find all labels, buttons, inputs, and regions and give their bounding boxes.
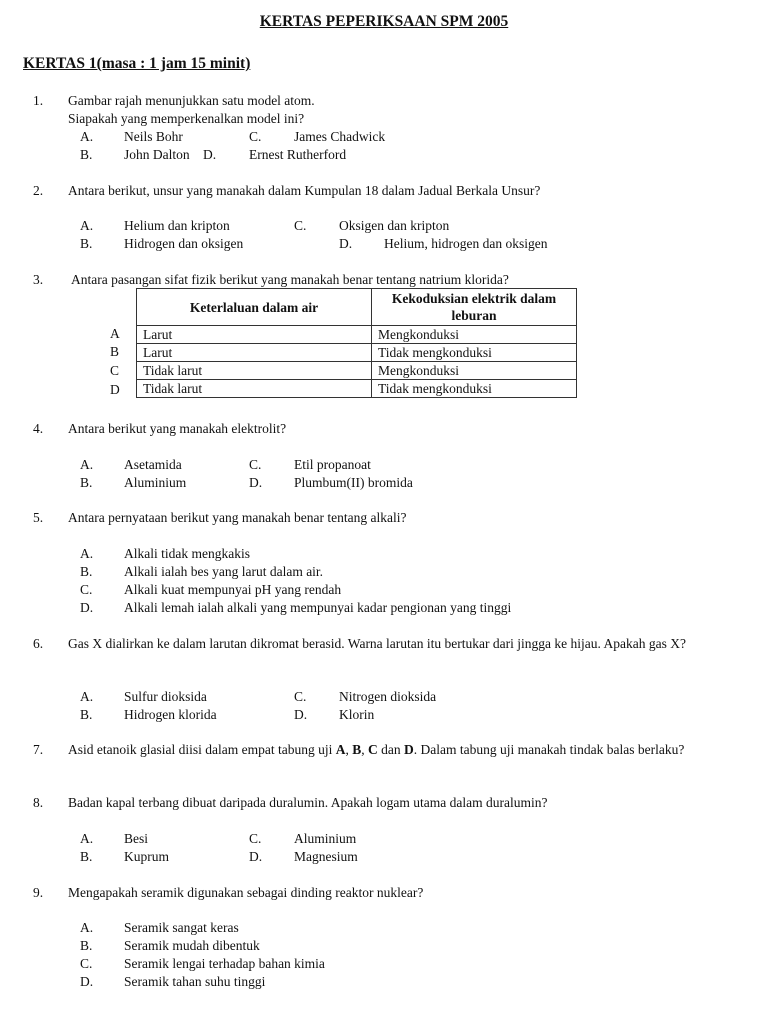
question-text: [68, 741, 718, 759]
row-label: C: [110, 363, 120, 378]
option-letter: A.: [80, 546, 94, 561]
option-letter: C.: [80, 956, 93, 971]
question-number: 6.: [33, 636, 44, 651]
option-text: Asetamida: [124, 457, 182, 472]
option-text: Alkali ialah bes yang larut dalam air.: [124, 564, 324, 579]
table-cell: Larut: [137, 326, 372, 344]
option-text: Alkali kuat mempunyai pH yang rendah: [124, 582, 342, 597]
option-text: John Dalton: [124, 147, 190, 162]
table-cell: Larut: [137, 344, 372, 362]
question-text-part: . Dalam tabung uji manakah tindak balas berlaku?: [413, 742, 685, 757]
option-letter: B.: [80, 707, 93, 722]
table-row: [137, 344, 577, 362]
question-number: 1.: [33, 93, 44, 108]
table-cell: Tidak mengkonduksi: [372, 380, 577, 398]
option-text: Neils Bohr: [124, 129, 183, 144]
table-cell: Tidak larut: [137, 380, 372, 398]
question-text-part: ,: [345, 742, 353, 757]
table-header: Kekoduksian elektrik dalam leburan: [372, 289, 577, 326]
option-text: Nitrogen dioksida: [339, 689, 437, 704]
question-number: 2.: [33, 183, 44, 198]
option-text: Helium dan kripton: [124, 218, 230, 233]
option-text: Kuprum: [124, 849, 169, 864]
test-tube-label: D: [403, 742, 414, 757]
option-letter: C.: [294, 218, 307, 233]
question-number: 9.: [33, 885, 44, 900]
page-title: KERTAS PEPERIKSAAN SPM 2005: [259, 13, 509, 30]
option-text: Etil propanoat: [294, 457, 371, 472]
option-letter: A.: [80, 831, 94, 846]
row-label: D: [110, 382, 120, 397]
option-letter: D.: [294, 707, 308, 722]
option-letter: D.: [80, 974, 94, 989]
option-text: Klorin: [339, 707, 375, 722]
option-letter: D.: [249, 849, 263, 864]
question-text: Gas X dialirkan ke dalam larutan dikromat berasid. Warna larutan itu bertukar dari jingga ke hijau. Apakah gas X?: [68, 636, 686, 651]
table-cell: Mengkonduksi: [372, 326, 577, 344]
option-text: Hidrogen klorida: [124, 707, 217, 722]
option-letter: B.: [80, 236, 93, 251]
question-text: Badan kapal terbang dibuat daripada duralumin. Apakah logam utama dalam duralumin?: [68, 795, 548, 810]
question-text-part: ,: [361, 742, 368, 757]
option-text: James Chadwick: [294, 129, 386, 144]
option-letter: A.: [80, 920, 94, 935]
option-text: Seramik mudah dibentuk: [124, 938, 260, 953]
table-row: [137, 380, 577, 398]
question-text-line-2: Siapakah yang memperkenalkan model ini?: [68, 111, 305, 126]
question-number: 7.: [33, 742, 44, 757]
option-letter: C.: [80, 582, 93, 597]
paper-subtitle: KERTAS 1(masa : 1 jam 15 minit): [23, 55, 251, 72]
question-text-part: dan: [377, 742, 404, 757]
option-text: Alkali lemah ialah alkali yang mempunyai kadar pengionan yang tinggi: [124, 600, 512, 615]
test-tube-label: C: [367, 742, 378, 757]
option-letter: B.: [80, 938, 93, 953]
row-label: B: [110, 344, 120, 359]
question-number: 5.: [33, 510, 44, 525]
option-text: Plumbum(II) bromida: [294, 475, 413, 490]
question-text: Antara berikut yang manakah elektrolit?: [68, 421, 287, 436]
option-letter: D.: [339, 236, 353, 251]
question-number: 3.: [33, 272, 44, 287]
test-tube-label: B: [352, 742, 362, 757]
option-text: Aluminium: [124, 475, 187, 490]
option-text: Seramik tahan suhu tinggi: [124, 974, 266, 989]
option-text: Seramik lengai terhadap bahan kimia: [124, 956, 325, 971]
option-letter: B.: [80, 147, 93, 162]
table-cell: Mengkonduksi: [372, 362, 577, 380]
option-letter: B.: [80, 564, 93, 579]
option-text: Ernest Rutherford: [249, 147, 347, 162]
option-text: Besi: [124, 831, 149, 846]
table-header: Keterlaluan dalam air: [137, 289, 372, 326]
option-letter: A.: [80, 218, 94, 233]
question-text: Mengapakah seramik digunakan sebagai dinding reaktor nuklear?: [68, 885, 424, 900]
test-tube-label: A: [335, 742, 346, 757]
option-letter: D.: [203, 147, 217, 162]
question-text: Gambar rajah menunjukkan satu model atom.: [68, 93, 315, 108]
question-text: Antara pasangan sifat fizik berikut yang manakah benar tentang natrium klorida?: [71, 272, 509, 287]
row-label: A: [110, 326, 120, 341]
table-cell: Tidak larut: [137, 362, 372, 380]
option-letter: A.: [80, 689, 94, 704]
option-text: Aluminium: [294, 831, 357, 846]
question-text: Antara pernyataan berikut yang manakah benar tentang alkali?: [68, 510, 407, 525]
option-letter: C.: [249, 457, 262, 472]
option-text: Helium, hidrogen dan oksigen: [384, 236, 548, 251]
option-letter: A.: [80, 457, 94, 472]
option-text: Magnesium: [294, 849, 358, 864]
option-text: Oksigen dan kripton: [339, 218, 450, 233]
question-number: 4.: [33, 421, 44, 436]
option-letter: B.: [80, 849, 93, 864]
option-text: Alkali tidak mengkakis: [124, 546, 250, 561]
option-text: Hidrogen dan oksigen: [124, 236, 244, 251]
option-letter: C.: [249, 129, 262, 144]
option-letter: C.: [249, 831, 262, 846]
table-row: [137, 362, 577, 380]
question-text-part: Asid etanoik glasial diisi dalam empat tabung uji: [68, 742, 336, 757]
option-letter: D.: [80, 600, 94, 615]
option-letter: A.: [80, 129, 94, 144]
question-text: Antara berikut, unsur yang manakah dalam Kumpulan 18 dalam Jadual Berkala Unsur?: [68, 183, 541, 198]
question-number: 8.: [33, 795, 44, 810]
properties-table: [136, 288, 577, 398]
option-text: Sulfur dioksida: [124, 689, 207, 704]
table-row: [137, 326, 577, 344]
option-letter: B.: [80, 475, 93, 490]
table-cell: Tidak mengkonduksi: [372, 344, 577, 362]
option-letter: C.: [294, 689, 307, 704]
option-letter: D.: [249, 475, 263, 490]
option-text: Seramik sangat keras: [124, 920, 239, 935]
